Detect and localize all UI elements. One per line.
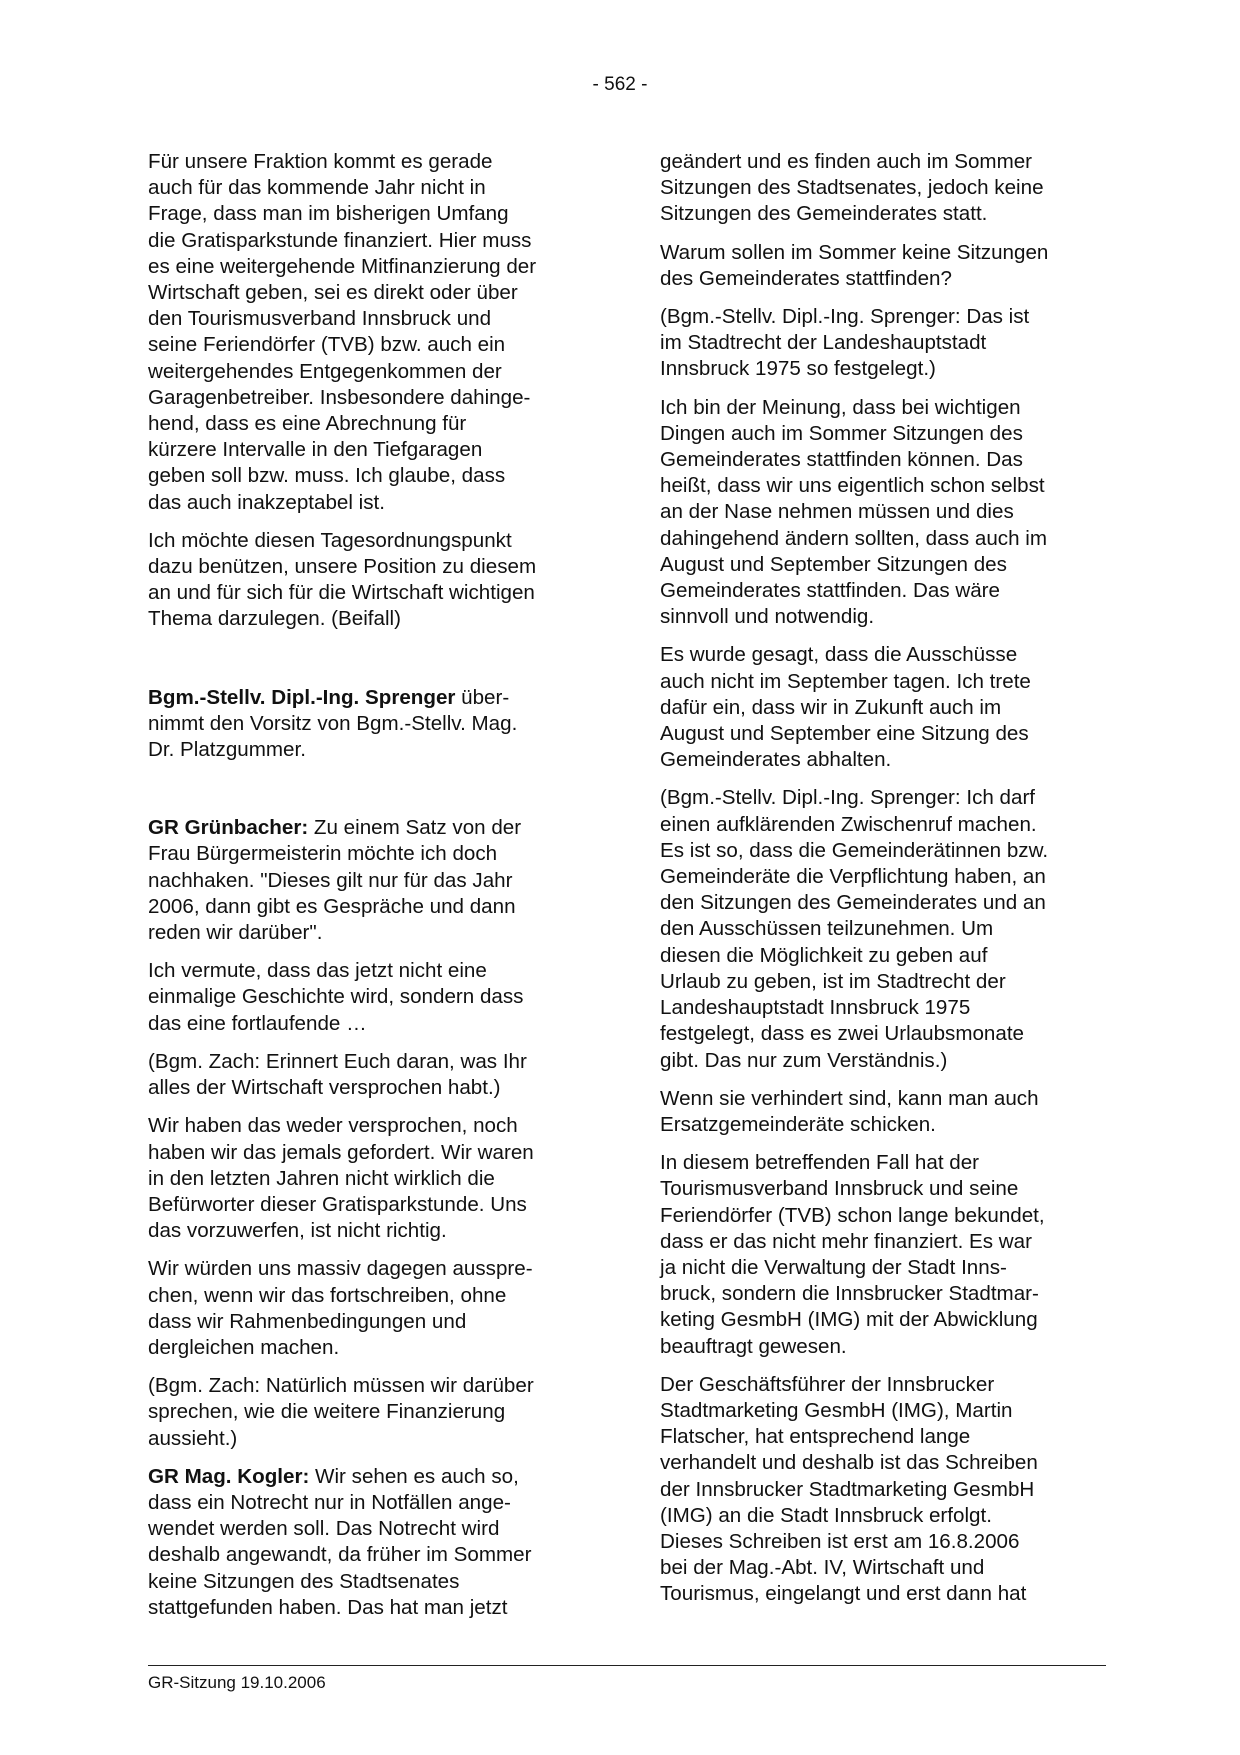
- text-line: geändert und es finden auch im Sommer: [660, 150, 1033, 173]
- paragraph: [148, 1256, 588, 1361]
- text-line: Ich vermute, dass das jetzt nicht eine: [148, 959, 487, 983]
- text-line: auch für das kommende Jahr nicht in: [148, 176, 486, 200]
- paragraph: [660, 1150, 1106, 1360]
- paragraph: [660, 149, 1106, 228]
- text-line: Feriendörfer (TVB) schon lange bekundet,: [660, 1203, 1045, 1227]
- text-line: Warum sollen im Sommer keine Sitzungen: [660, 240, 1049, 264]
- text-line: einen aufklärenden Zwischenruf machen.: [660, 812, 1037, 836]
- text-line: hend, dass es eine Abrechnung für: [148, 412, 467, 436]
- text-line: gibt. Das nur zum Verständnis.): [660, 1048, 948, 1072]
- text-line: Stadtmarketing GesmbH (IMG), Martin: [660, 1398, 1013, 1422]
- text-line: wendet werden soll. Das Notrecht wird: [148, 1517, 500, 1541]
- speaker-name: GR Mag. Kogler:: [148, 1464, 310, 1488]
- text-line: dergleichen machen.: [148, 1335, 340, 1359]
- text-line: geben soll bzw. muss. Ich glaube, dass: [148, 464, 506, 488]
- text-line: Tourismusverband Innsbruck und seine: [660, 1177, 1019, 1201]
- text-line: Gemeinderates stattfinden. Das wäre: [660, 579, 1000, 603]
- text-line: Gemeinderäte die Verpflichtung haben, an: [660, 865, 1046, 889]
- text-line: aussieht.): [148, 1426, 238, 1450]
- paragraph: [148, 149, 588, 516]
- left-column: [148, 149, 588, 1633]
- text-line: Garagenbetreiber. Insbesondere dahinge-: [148, 385, 531, 409]
- text-line: ja nicht die Verwaltung der Stadt Inns-: [660, 1255, 1007, 1279]
- text-line: Zu einem Satz von der: [308, 816, 522, 840]
- text-line: Sitzungen des Gemeinderates statt.: [660, 202, 988, 226]
- text-line: Innsbruck 1975 so festgelegt.): [660, 357, 936, 381]
- paragraph: [148, 685, 588, 764]
- text-line: heißt, dass wir uns eigentlich schon selbst: [660, 474, 1045, 498]
- text-line: in den letzten Jahren nicht wirklich die: [148, 1166, 495, 1190]
- text-line: Frage, dass man im bisherigen Umfang: [148, 202, 509, 226]
- text-line: Tourismus, eingelangt und erst dann hat: [660, 1582, 1027, 1606]
- text-line: an der Nase nehmen müssen und dies: [660, 500, 1014, 524]
- text-line: beauftragt gewesen.: [660, 1334, 847, 1358]
- paragraph: [148, 1113, 588, 1244]
- text-line: Sitzungen des Stadtsenates, jedoch keine: [660, 176, 1044, 200]
- paragraph: [660, 240, 1106, 292]
- text-line: sinnvoll und notwendig.: [660, 605, 875, 629]
- text-line: stattgefunden haben. Das hat man jetzt: [148, 1595, 508, 1619]
- text-line: keine Sitzungen des Stadtsenates: [148, 1569, 460, 1593]
- text-line: dass er das nicht mehr finanziert. Es war: [660, 1229, 1032, 1253]
- paragraph: [660, 785, 1106, 1073]
- text-line: (Bgm. Zach: Natürlich müssen wir darüber: [148, 1374, 534, 1398]
- paragraph: [148, 815, 588, 946]
- paragraph: [148, 1464, 588, 1621]
- text-line: Dr. Platzgummer.: [148, 738, 306, 762]
- speaker-name: GR Grünbacher:: [148, 816, 309, 840]
- text-line: über-: [455, 685, 510, 709]
- text-line: bei der Mag.-Abt. IV, Wirtschaft und: [660, 1556, 985, 1580]
- paragraph: [660, 1086, 1106, 1138]
- text-line: es eine weitergehende Mitfinanzierung der: [148, 254, 537, 278]
- paragraph: [660, 304, 1106, 383]
- text-line: Es ist so, dass die Gemeinderätinnen bzw.: [660, 838, 1049, 862]
- footer-divider: [148, 1665, 1106, 1666]
- text-line: haben wir das jemals gefordert. Wir waren: [148, 1140, 534, 1164]
- text-line: dass wir Rahmenbedingungen und: [148, 1309, 467, 1333]
- paragraph: [148, 528, 588, 633]
- paragraph: [148, 958, 588, 1037]
- text-line: Thema darzulegen. (Beifall): [148, 607, 401, 631]
- text-line: In diesem betreffenden Fall hat der: [660, 1151, 980, 1175]
- right-column: [660, 149, 1106, 1620]
- text-line: nimmt den Vorsitz von Bgm.-Stellv. Mag.: [148, 711, 518, 735]
- text-line: im Stadtrecht der Landeshauptstadt: [660, 331, 987, 355]
- paragraph: [660, 642, 1106, 773]
- text-line: Für unsere Fraktion kommt es gerade: [148, 150, 493, 173]
- text-line: Ich möchte diesen Tagesordnungspunkt: [148, 528, 512, 552]
- text-line: des Gemeinderates stattfinden?: [660, 266, 952, 290]
- text-line: Ich bin der Meinung, dass bei wichtigen: [660, 395, 1021, 419]
- text-line: keting GesmbH (IMG) mit der Abwicklung: [660, 1308, 1038, 1332]
- paragraph: [148, 1049, 588, 1101]
- text-line: Landeshauptstadt Innsbruck 1975: [660, 996, 971, 1020]
- text-line: Es wurde gesagt, dass die Ausschüsse: [660, 643, 1018, 667]
- text-line: Der Geschäftsführer der Innsbrucker: [660, 1372, 995, 1396]
- text-line: Urlaub zu geben, ist im Stadtrecht der: [660, 969, 1006, 993]
- paragraph: [660, 395, 1106, 631]
- text-line: 2006, dann gibt es Gespräche und dann: [148, 894, 516, 918]
- text-line: das vorzuwerfen, ist nicht richtig.: [148, 1219, 447, 1243]
- text-line: das auch inakzeptabel ist.: [148, 490, 385, 514]
- text-line: nachhaken. "Dieses gilt nur für das Jahr: [148, 868, 513, 892]
- text-line: Wirtschaft geben, sei es direkt oder über: [148, 281, 518, 305]
- text-line: Befürworter dieser Gratisparkstunde. Uns: [148, 1192, 527, 1216]
- text-line: sprechen, wie die weitere Finanzierung: [148, 1400, 506, 1424]
- text-line: (Bgm.-Stellv. Dipl.-Ing. Sprenger: Ich darf: [660, 786, 1036, 810]
- text-line: (Bgm. Zach: Erinnert Euch daran, was Ihr: [148, 1049, 527, 1073]
- text-line: Frau Bürgermeisterin möchte ich doch: [148, 842, 498, 866]
- text-line: seine Feriendörfer (TVB) bzw. auch ein: [148, 333, 506, 357]
- text-line: Wir würden uns massiv dagegen ausspre-: [148, 1257, 533, 1281]
- text-line: dafür ein, dass wir in Zukunft auch im: [660, 695, 1002, 719]
- paragraph: [148, 1373, 588, 1452]
- text-line: auch nicht im September tagen. Ich trete: [660, 669, 1031, 693]
- text-line: Ersatzgemeinderäte schicken.: [660, 1112, 936, 1136]
- text-line: August und September Sitzungen des: [660, 552, 1007, 576]
- footer-session-date: GR-Sitzung 19.10.2006: [148, 1673, 326, 1692]
- text-line: Wir haben das weder versprochen, noch: [148, 1114, 518, 1138]
- text-line: weitergehendes Entgegenkommen der: [148, 359, 502, 383]
- text-line: deshalb angewandt, da früher im Sommer: [148, 1543, 532, 1567]
- text-line: reden wir darüber".: [148, 921, 323, 945]
- text-line: das eine fortlaufende …: [148, 1011, 367, 1035]
- text-line: an und für sich für die Wirtschaft wichtigen: [148, 581, 535, 605]
- text-line: kürzere Intervalle in den Tiefgaragen: [148, 438, 483, 462]
- text-line: der Innsbrucker Stadtmarketing GesmbH: [660, 1477, 1035, 1501]
- text-line: dazu benützen, unsere Position zu diesem: [148, 555, 537, 579]
- text-line: Wir sehen es auch so,: [309, 1464, 519, 1488]
- speaker-name: Bgm.-Stellv. Dipl.-Ing. Sprenger: [148, 685, 456, 709]
- text-line: August und September eine Sitzung des: [660, 722, 1029, 746]
- text-line: dahingehend ändern sollten, dass auch im: [660, 526, 1047, 550]
- paragraph: [660, 1372, 1106, 1608]
- text-line: chen, wenn wir das fortschreiben, ohne: [148, 1283, 507, 1307]
- text-line: Dingen auch im Sommer Sitzungen des: [660, 421, 1023, 445]
- text-line: (Bgm.-Stellv. Dipl.-Ing. Sprenger: Das ist: [660, 305, 1030, 329]
- text-line: den Tourismusverband Innsbruck und: [148, 307, 492, 331]
- page-number: - 562 -: [592, 74, 648, 95]
- text-line: dass ein Notrecht nur in Notfällen ange-: [148, 1490, 511, 1514]
- text-line: Wenn sie verhindert sind, kann man auch: [660, 1086, 1039, 1110]
- text-line: Gemeinderates stattfinden können. Das: [660, 448, 1023, 472]
- text-line: Dieses Schreiben ist erst am 16.8.2006: [660, 1529, 1020, 1553]
- text-line: alles der Wirtschaft versprochen habt.): [148, 1076, 501, 1100]
- text-line: einmalige Geschichte wird, sondern dass: [148, 985, 524, 1009]
- text-line: bruck, sondern die Innsbrucker Stadtmar-: [660, 1282, 1039, 1306]
- text-line: Flatscher, hat entsprechend lange: [660, 1425, 971, 1449]
- text-line: diesen die Möglichkeit zu geben auf: [660, 943, 988, 967]
- text-line: Gemeinderates abhalten.: [660, 748, 892, 772]
- text-line: verhandelt und deshalb ist das Schreiben: [660, 1451, 1038, 1475]
- text-line: (IMG) an die Stadt Innsbruck erfolgt.: [660, 1503, 992, 1527]
- text-line: den Sitzungen des Gemeinderates und an: [660, 891, 1046, 915]
- text-line: die Gratisparkstunde finanziert. Hier muss: [148, 228, 532, 252]
- text-line: festgelegt, dass es zwei Urlaubsmonate: [660, 1022, 1025, 1046]
- text-line: den Ausschüssen teilzunehmen. Um: [660, 917, 994, 941]
